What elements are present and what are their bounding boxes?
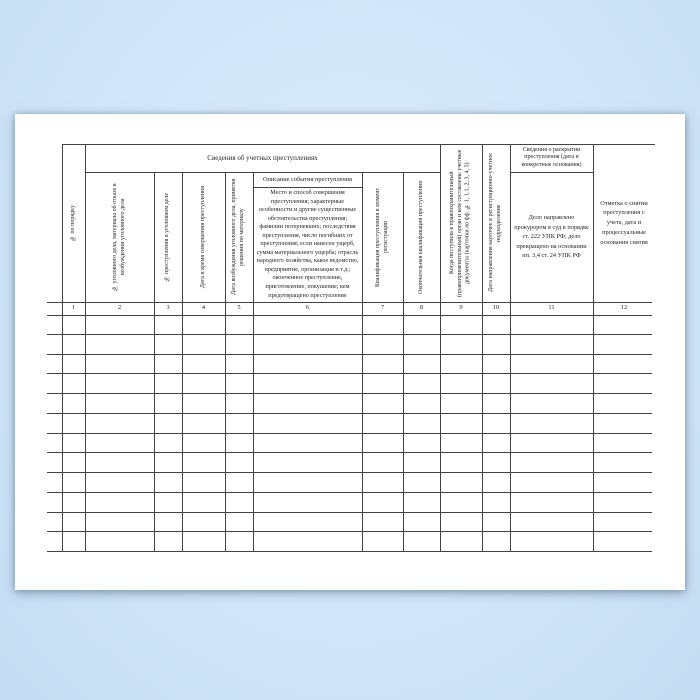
col-number-1: 1 (71, 304, 76, 312)
grid-line (253, 187, 362, 188)
col-header-2: № уголовного дела, материала об отказе в возбуждении уголовного дела (111, 183, 126, 291)
col-header-12: Отметка о снятии преступления с учета, дата и процессуальные основания снятия (600, 199, 648, 246)
journal-row-empty (47, 473, 652, 493)
journal-row-empty (47, 513, 652, 533)
col-number-8: 8 (419, 304, 424, 312)
journal-row-empty (47, 335, 652, 355)
col-number-9: 9 (459, 304, 463, 312)
journal-row-empty (47, 414, 652, 434)
col-number-10: 10 (492, 304, 500, 312)
col-header-5: Дата возбуждения уголовного дела, принятия решения по материалу (231, 178, 245, 296)
grid-line (47, 302, 652, 303)
col-number-12: 12 (620, 304, 628, 312)
col-number-3: 3 (166, 304, 170, 312)
col-number-11: 11 (548, 304, 555, 312)
col-header-7: Квалификация преступления в момент регистрации (374, 187, 389, 287)
journal-row-empty (47, 453, 652, 473)
col-header-6: Место и способ совершения преступления; характерные особенности и другие существенные обстоятельства преступления; фамилии потерпевших; последствия преступления, число погибших от преступления; если нанесен ущерб, сумма материального ущерба; отрасль народного хозяйства, какое ведомство, предприятие, организация и т.д.; оконченное преступление, приготовление, покушение; кем предотвращено преступление (256, 188, 359, 299)
col-number-4: 4 (201, 304, 206, 312)
journal-row-empty (47, 493, 652, 513)
table-top-border (62, 144, 655, 145)
col-number-7: 7 (380, 304, 385, 312)
col-number-5: 5 (237, 304, 241, 312)
col-header-3: № преступления в уголовном деле (164, 192, 171, 282)
col-header-10: Дата направления карточек в регистрационно-учетное подразделение (488, 153, 502, 293)
col-header-11: Дело направлено прокурором в суд в порядке ст. 222 УПК РФ; дело прекращено на основании пп. 3,4 ст. 24 УПК РФ (514, 214, 589, 260)
journal-row-empty (47, 315, 652, 335)
group-header: Сведения об учетных преступлениях (207, 153, 318, 162)
col-number-2: 2 (117, 304, 122, 312)
journal-row-empty (47, 434, 652, 454)
col-header-1: № по порядку (69, 204, 76, 242)
col-header-8: Окончательная квалификация преступления (417, 180, 424, 294)
journal-row-empty (47, 394, 652, 414)
col-11-subheader: Сведения о раскрытии преступления (дата и конкретные основания) (521, 146, 582, 168)
journal-row-empty (47, 532, 652, 552)
col-number-6: 6 (305, 304, 310, 312)
journal-row-empty (47, 355, 652, 375)
col-6-subheader: Описание события преступления (262, 175, 353, 183)
journal-row-empty (47, 374, 652, 394)
col-header-9: Когда поступила в правоохранительный (правоприменительный) орган и кем составлены учетные документы (карточки по фф. № 1, 1.1, 2, 3, 4, 5) (449, 149, 471, 297)
grid-line (85, 172, 440, 173)
col-header-4: Дата и время совершения преступления (199, 185, 206, 289)
grid-line (510, 172, 593, 173)
journal-page (15, 114, 685, 590)
